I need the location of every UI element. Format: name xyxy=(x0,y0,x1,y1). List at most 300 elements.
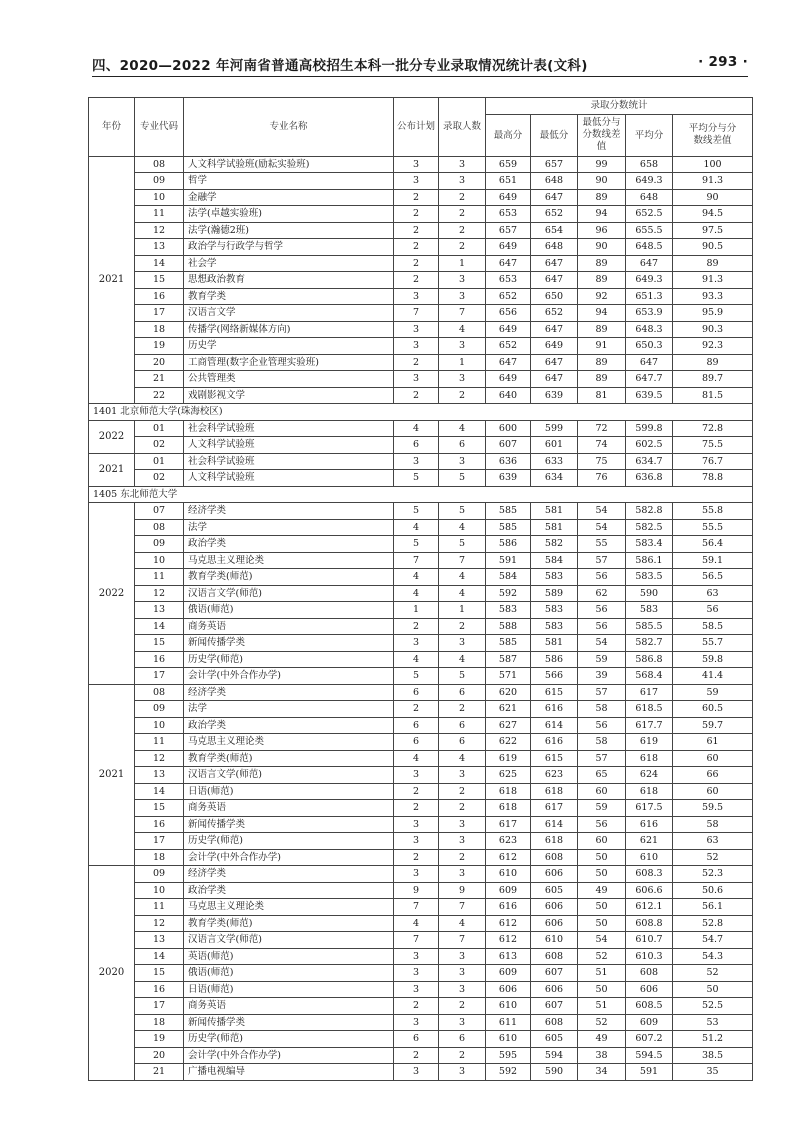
cell-avg-diff: 50 xyxy=(673,981,753,998)
cell-low: 584 xyxy=(531,552,578,569)
cell-name: 戏剧影视文学 xyxy=(184,387,394,404)
cell-code: 11 xyxy=(135,734,184,751)
cell-name: 汉语言文学 xyxy=(184,305,394,322)
cell-plan: 2 xyxy=(394,783,439,800)
cell-admitted: 6 xyxy=(439,734,486,751)
cell-high: 653 xyxy=(486,206,531,223)
cell-low-diff: 99 xyxy=(578,156,626,173)
cell-low-diff: 52 xyxy=(578,948,626,965)
cell-avg-diff: 55.8 xyxy=(673,503,753,520)
cell-plan: 3 xyxy=(394,1014,439,1031)
cell-high: 609 xyxy=(486,965,531,982)
cell-high: 622 xyxy=(486,734,531,751)
year-cell: 2021 xyxy=(89,156,135,404)
cell-low: 648 xyxy=(531,239,578,256)
cell-name: 政治学类 xyxy=(184,882,394,899)
cell-low-diff: 89 xyxy=(578,189,626,206)
cell-name: 人文科学试验班 xyxy=(184,437,394,454)
cell-plan: 4 xyxy=(394,750,439,767)
cell-avg: 618.5 xyxy=(626,701,673,718)
cell-high: 616 xyxy=(486,899,531,916)
cell-avg-diff: 63 xyxy=(673,833,753,850)
cell-avg: 647 xyxy=(626,255,673,272)
cell-plan: 4 xyxy=(394,519,439,536)
cell-code: 13 xyxy=(135,239,184,256)
cell-low-diff: 56 xyxy=(578,618,626,635)
cell-avg-diff: 38.5 xyxy=(673,1047,753,1064)
cell-avg-diff: 59.8 xyxy=(673,651,753,668)
cell-name: 俄语(师范) xyxy=(184,602,394,619)
cell-admitted: 3 xyxy=(439,371,486,388)
cell-low: 615 xyxy=(531,750,578,767)
cell-low: 581 xyxy=(531,519,578,536)
cell-avg: 582.8 xyxy=(626,503,673,520)
cell-code: 22 xyxy=(135,387,184,404)
cell-plan: 3 xyxy=(394,767,439,784)
cell-low-diff: 89 xyxy=(578,354,626,371)
cell-low: 590 xyxy=(531,1064,578,1081)
cell-low: 606 xyxy=(531,915,578,932)
cell-avg-diff: 91.3 xyxy=(673,173,753,190)
cell-plan: 2 xyxy=(394,255,439,272)
cell-avg-diff: 61 xyxy=(673,734,753,751)
cell-high: 617 xyxy=(486,816,531,833)
cell-avg: 599.8 xyxy=(626,420,673,437)
cell-name: 传播学(网络新媒体方向) xyxy=(184,321,394,338)
cell-name: 工商管理(数字企业管理实验班) xyxy=(184,354,394,371)
cell-name: 商务英语 xyxy=(184,998,394,1015)
cell-plan: 3 xyxy=(394,156,439,173)
cell-low-diff: 60 xyxy=(578,833,626,850)
cell-plan: 3 xyxy=(394,965,439,982)
cell-low: 634 xyxy=(531,470,578,487)
table-row xyxy=(89,635,753,652)
col-low-diff: 最低分与分数线差值 xyxy=(578,114,626,156)
cell-code: 12 xyxy=(135,915,184,932)
cell-avg-diff: 76.7 xyxy=(673,453,753,470)
table-row xyxy=(89,189,753,206)
cell-low-diff: 94 xyxy=(578,305,626,322)
header-rule xyxy=(92,76,748,77)
cell-avg-diff: 60.5 xyxy=(673,701,753,718)
cell-code: 10 xyxy=(135,882,184,899)
table-row xyxy=(89,1064,753,1081)
cell-code: 18 xyxy=(135,849,184,866)
cell-low-diff: 57 xyxy=(578,750,626,767)
cell-high: 610 xyxy=(486,1031,531,1048)
cell-admitted: 7 xyxy=(439,305,486,322)
cell-high: 652 xyxy=(486,288,531,305)
cell-avg-diff: 56 xyxy=(673,602,753,619)
table-row xyxy=(89,536,753,553)
cell-avg: 583.5 xyxy=(626,569,673,586)
table-row xyxy=(89,272,753,289)
cell-low-diff: 75 xyxy=(578,453,626,470)
cell-low-diff: 62 xyxy=(578,585,626,602)
cell-plan: 3 xyxy=(394,833,439,850)
cell-avg: 618 xyxy=(626,750,673,767)
cell-avg: 610 xyxy=(626,849,673,866)
cell-code: 18 xyxy=(135,1014,184,1031)
cell-name: 政治学与行政学与哲学 xyxy=(184,239,394,256)
cell-avg: 608.5 xyxy=(626,998,673,1015)
table-row xyxy=(89,552,753,569)
cell-name: 会计学(中外合作办学) xyxy=(184,668,394,685)
cell-avg-diff: 59.1 xyxy=(673,552,753,569)
cell-low: 616 xyxy=(531,734,578,751)
table-row xyxy=(89,371,753,388)
admission-table xyxy=(88,97,753,1081)
cell-high: 651 xyxy=(486,173,531,190)
cell-avg-diff: 60 xyxy=(673,750,753,767)
cell-low: 586 xyxy=(531,651,578,668)
cell-code: 16 xyxy=(135,981,184,998)
cell-code: 12 xyxy=(135,585,184,602)
cell-low-diff: 49 xyxy=(578,1031,626,1048)
cell-high: 613 xyxy=(486,948,531,965)
cell-high: 610 xyxy=(486,998,531,1015)
cell-avg: 658 xyxy=(626,156,673,173)
cell-avg: 651.3 xyxy=(626,288,673,305)
cell-high: 649 xyxy=(486,239,531,256)
cell-low: 605 xyxy=(531,1031,578,1048)
cell-avg-diff: 41.4 xyxy=(673,668,753,685)
cell-plan: 5 xyxy=(394,536,439,553)
cell-low-diff: 60 xyxy=(578,783,626,800)
cell-low: 647 xyxy=(531,255,578,272)
cell-low-diff: 96 xyxy=(578,222,626,239)
col-low: 最低分 xyxy=(531,114,578,156)
year-cell: 2021 xyxy=(89,453,135,486)
cell-name: 社会科学试验班 xyxy=(184,453,394,470)
cell-low-diff: 72 xyxy=(578,420,626,437)
table-row xyxy=(89,816,753,833)
cell-code: 12 xyxy=(135,222,184,239)
cell-plan: 2 xyxy=(394,618,439,635)
col-plan: 公布计划 xyxy=(394,98,439,157)
cell-avg-diff: 56.4 xyxy=(673,536,753,553)
cell-admitted: 2 xyxy=(439,189,486,206)
cell-admitted: 3 xyxy=(439,965,486,982)
cell-avg: 655.5 xyxy=(626,222,673,239)
cell-high: 588 xyxy=(486,618,531,635)
cell-code: 16 xyxy=(135,288,184,305)
cell-high: 659 xyxy=(486,156,531,173)
cell-admitted: 5 xyxy=(439,470,486,487)
cell-name: 社会科学试验班 xyxy=(184,420,394,437)
cell-admitted: 3 xyxy=(439,767,486,784)
cell-code: 14 xyxy=(135,255,184,272)
cell-low: 582 xyxy=(531,536,578,553)
cell-plan: 9 xyxy=(394,882,439,899)
cell-avg-diff: 50.6 xyxy=(673,882,753,899)
cell-low: 606 xyxy=(531,899,578,916)
cell-admitted: 5 xyxy=(439,668,486,685)
cell-name: 日语(师范) xyxy=(184,783,394,800)
cell-admitted: 3 xyxy=(439,948,486,965)
cell-avg-diff: 81.5 xyxy=(673,387,753,404)
cell-admitted: 3 xyxy=(439,272,486,289)
cell-low: 594 xyxy=(531,1047,578,1064)
cell-admitted: 2 xyxy=(439,387,486,404)
table-row xyxy=(89,915,753,932)
cell-avg-diff: 75.5 xyxy=(673,437,753,454)
table-row xyxy=(89,156,753,173)
cell-low-diff: 54 xyxy=(578,503,626,520)
cell-low: 647 xyxy=(531,371,578,388)
cell-avg-diff: 93.3 xyxy=(673,288,753,305)
cell-low: 608 xyxy=(531,1014,578,1031)
cell-plan: 3 xyxy=(394,173,439,190)
cell-plan: 2 xyxy=(394,800,439,817)
cell-low-diff: 51 xyxy=(578,965,626,982)
cell-high: 649 xyxy=(486,371,531,388)
cell-plan: 3 xyxy=(394,948,439,965)
table-row xyxy=(89,800,753,817)
cell-code: 19 xyxy=(135,338,184,355)
cell-low: 648 xyxy=(531,173,578,190)
cell-name: 英语(师范) xyxy=(184,948,394,965)
cell-admitted: 4 xyxy=(439,420,486,437)
cell-high: 653 xyxy=(486,272,531,289)
cell-avg-diff: 91.3 xyxy=(673,272,753,289)
cell-admitted: 2 xyxy=(439,206,486,223)
cell-name: 思想政治教育 xyxy=(184,272,394,289)
cell-low-diff: 50 xyxy=(578,981,626,998)
cell-avg: 652.5 xyxy=(626,206,673,223)
cell-plan: 2 xyxy=(394,189,439,206)
table-row xyxy=(89,470,753,487)
cell-high: 636 xyxy=(486,453,531,470)
cell-low: 654 xyxy=(531,222,578,239)
cell-low: 614 xyxy=(531,717,578,734)
cell-plan: 7 xyxy=(394,932,439,949)
cell-plan: 3 xyxy=(394,321,439,338)
table-row xyxy=(89,453,753,470)
cell-avg-diff: 78.8 xyxy=(673,470,753,487)
cell-avg: 583 xyxy=(626,602,673,619)
cell-avg-diff: 97.5 xyxy=(673,222,753,239)
cell-avg-diff: 54.7 xyxy=(673,932,753,949)
cell-avg-diff: 100 xyxy=(673,156,753,173)
cell-avg: 606 xyxy=(626,981,673,998)
cell-low-diff: 58 xyxy=(578,701,626,718)
cell-plan: 6 xyxy=(394,437,439,454)
cell-admitted: 3 xyxy=(439,635,486,652)
cell-admitted: 4 xyxy=(439,519,486,536)
cell-high: 619 xyxy=(486,750,531,767)
cell-avg-diff: 92.3 xyxy=(673,338,753,355)
table-row xyxy=(89,321,753,338)
cell-low-diff: 39 xyxy=(578,668,626,685)
cell-high: 591 xyxy=(486,552,531,569)
cell-code: 17 xyxy=(135,668,184,685)
cell-high: 656 xyxy=(486,305,531,322)
cell-name: 商务英语 xyxy=(184,800,394,817)
cell-avg-diff: 59.7 xyxy=(673,717,753,734)
cell-code: 11 xyxy=(135,569,184,586)
cell-low: 583 xyxy=(531,602,578,619)
cell-avg: 647 xyxy=(626,354,673,371)
cell-high: 612 xyxy=(486,932,531,949)
cell-avg: 647.7 xyxy=(626,371,673,388)
cell-high: 586 xyxy=(486,536,531,553)
cell-plan: 3 xyxy=(394,288,439,305)
cell-high: 595 xyxy=(486,1047,531,1064)
cell-high: 607 xyxy=(486,437,531,454)
cell-admitted: 3 xyxy=(439,833,486,850)
cell-plan: 3 xyxy=(394,1064,439,1081)
cell-high: 625 xyxy=(486,767,531,784)
cell-plan: 3 xyxy=(394,816,439,833)
cell-avg-diff: 53 xyxy=(673,1014,753,1031)
col-avg-diff: 平均分与分数线差值 xyxy=(673,114,753,156)
cell-plan: 2 xyxy=(394,1047,439,1064)
cell-avg: 616 xyxy=(626,816,673,833)
cell-code: 17 xyxy=(135,305,184,322)
cell-high: 592 xyxy=(486,585,531,602)
cell-plan: 5 xyxy=(394,668,439,685)
table-row xyxy=(89,668,753,685)
cell-name: 俄语(师范) xyxy=(184,965,394,982)
institution-code: 1405 xyxy=(93,488,118,500)
cell-high: 618 xyxy=(486,783,531,800)
cell-code: 13 xyxy=(135,602,184,619)
cell-admitted: 2 xyxy=(439,222,486,239)
cell-avg: 606.6 xyxy=(626,882,673,899)
cell-avg-diff: 94.5 xyxy=(673,206,753,223)
cell-code: 09 xyxy=(135,173,184,190)
table-row xyxy=(89,602,753,619)
cell-avg: 610.7 xyxy=(626,932,673,949)
cell-low: 650 xyxy=(531,288,578,305)
cell-admitted: 2 xyxy=(439,783,486,800)
cell-code: 09 xyxy=(135,866,184,883)
cell-avg: 617 xyxy=(626,684,673,701)
cell-name: 人文科学试验班 xyxy=(184,470,394,487)
cell-name: 教育学类(师范) xyxy=(184,915,394,932)
cell-plan: 7 xyxy=(394,305,439,322)
cell-low: 647 xyxy=(531,354,578,371)
table-row xyxy=(89,618,753,635)
cell-high: 592 xyxy=(486,1064,531,1081)
cell-name: 汉语言文学(师范) xyxy=(184,767,394,784)
cell-avg: 607.2 xyxy=(626,1031,673,1048)
table-row xyxy=(89,387,753,404)
cell-code: 15 xyxy=(135,800,184,817)
cell-low-diff: 59 xyxy=(578,800,626,817)
cell-name: 历史学(师范) xyxy=(184,1031,394,1048)
cell-low-diff: 52 xyxy=(578,1014,626,1031)
cell-plan: 7 xyxy=(394,899,439,916)
cell-name: 人文科学试验班(励耘实验班) xyxy=(184,156,394,173)
cell-name: 法学 xyxy=(184,701,394,718)
cell-avg: 648.5 xyxy=(626,239,673,256)
col-name: 专业名称 xyxy=(184,98,394,157)
cell-low: 617 xyxy=(531,800,578,817)
cell-code: 09 xyxy=(135,701,184,718)
cell-admitted: 4 xyxy=(439,569,486,586)
cell-avg-diff: 60 xyxy=(673,783,753,800)
cell-admitted: 9 xyxy=(439,882,486,899)
cell-low-diff: 65 xyxy=(578,767,626,784)
table-row xyxy=(89,734,753,751)
institution-label xyxy=(89,404,753,421)
cell-high: 606 xyxy=(486,981,531,998)
cell-high: 649 xyxy=(486,189,531,206)
institution-name: 东北师范大学 xyxy=(120,488,178,500)
col-code: 专业代码 xyxy=(135,98,184,157)
cell-plan: 7 xyxy=(394,552,439,569)
cell-low-diff: 90 xyxy=(578,239,626,256)
cell-avg: 639.5 xyxy=(626,387,673,404)
cell-high: 571 xyxy=(486,668,531,685)
cell-plan: 6 xyxy=(394,1031,439,1048)
cell-admitted: 4 xyxy=(439,585,486,602)
cell-name: 汉语言文学(师范) xyxy=(184,932,394,949)
cell-high: 611 xyxy=(486,1014,531,1031)
cell-low-diff: 57 xyxy=(578,552,626,569)
cell-avg: 586.1 xyxy=(626,552,673,569)
cell-code: 12 xyxy=(135,750,184,767)
cell-code: 19 xyxy=(135,1031,184,1048)
cell-avg-diff: 58.5 xyxy=(673,618,753,635)
cell-high: 627 xyxy=(486,717,531,734)
cell-name: 金融学 xyxy=(184,189,394,206)
cell-low: 607 xyxy=(531,998,578,1015)
page-header xyxy=(92,52,748,74)
cell-plan: 2 xyxy=(394,222,439,239)
cell-name: 汉语言文学(师范) xyxy=(184,585,394,602)
cell-code: 20 xyxy=(135,354,184,371)
table-row xyxy=(89,849,753,866)
cell-admitted: 5 xyxy=(439,503,486,520)
cell-admitted: 5 xyxy=(439,536,486,553)
cell-high: 585 xyxy=(486,635,531,652)
cell-name: 马克思主义理论类 xyxy=(184,899,394,916)
cell-admitted: 4 xyxy=(439,750,486,767)
cell-admitted: 3 xyxy=(439,981,486,998)
cell-name: 公共管理类 xyxy=(184,371,394,388)
cell-avg-diff: 54.3 xyxy=(673,948,753,965)
cell-avg-diff: 52 xyxy=(673,849,753,866)
cell-code: 15 xyxy=(135,272,184,289)
cell-plan: 4 xyxy=(394,585,439,602)
cell-avg: 582.5 xyxy=(626,519,673,536)
cell-plan: 2 xyxy=(394,387,439,404)
cell-avg: 608 xyxy=(626,965,673,982)
cell-code: 11 xyxy=(135,206,184,223)
cell-avg-diff: 95.9 xyxy=(673,305,753,322)
cell-code: 16 xyxy=(135,651,184,668)
cell-avg: 609 xyxy=(626,1014,673,1031)
cell-low: 616 xyxy=(531,701,578,718)
cell-avg: 649.3 xyxy=(626,173,673,190)
cell-low-diff: 89 xyxy=(578,272,626,289)
cell-low-diff: 50 xyxy=(578,915,626,932)
cell-low-diff: 54 xyxy=(578,519,626,536)
cell-avg: 636.8 xyxy=(626,470,673,487)
table-row xyxy=(89,173,753,190)
cell-low: 606 xyxy=(531,981,578,998)
cell-low-diff: 50 xyxy=(578,849,626,866)
cell-high: 652 xyxy=(486,338,531,355)
cell-low: 583 xyxy=(531,618,578,635)
table-row xyxy=(89,239,753,256)
cell-plan: 3 xyxy=(394,981,439,998)
cell-name: 新闻传播学类 xyxy=(184,635,394,652)
cell-low: 618 xyxy=(531,833,578,850)
